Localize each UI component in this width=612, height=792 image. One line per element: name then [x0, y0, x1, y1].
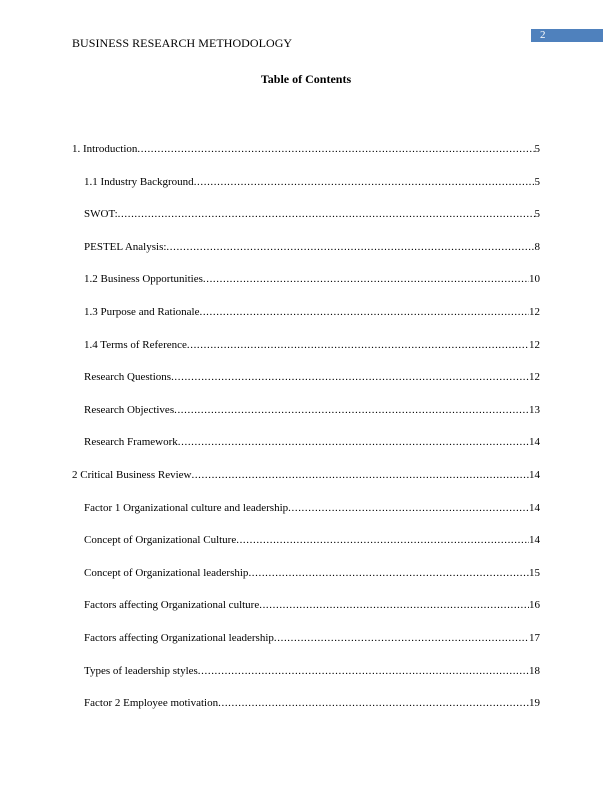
toc-entry-page: 14	[529, 501, 540, 514]
toc-entry-page: 12	[529, 338, 540, 351]
toc-entry-label: Factor 1 Organizational culture and leadership	[84, 501, 289, 514]
toc-entry-label: Research Framework	[84, 436, 178, 449]
toc-entry-label: Types of leadership styles	[84, 664, 198, 677]
dot-leader	[248, 566, 529, 580]
toc-entry-label: Research Questions	[84, 371, 172, 384]
toc-entry-label: 1.2 Business Opportunities	[84, 273, 203, 286]
toc-entry-label: Concept of Organizational Culture	[84, 534, 237, 547]
toc-entry-swot[interactable]	[72, 207, 540, 240]
toc-entry-label: Concept of Organizational leadership	[84, 566, 249, 579]
toc-entry-page: 5	[534, 175, 540, 188]
toc-entry-label: Factors affecting Organizational leadership	[84, 631, 274, 644]
toc-entry-factor-2[interactable]	[72, 696, 540, 729]
dot-leader	[118, 207, 535, 221]
toc-entry-factors-org-leadership[interactable]	[72, 631, 540, 664]
toc-entry-critical-business-review[interactable]	[72, 468, 540, 501]
dot-leader	[236, 533, 529, 547]
toc-entry-page: 14	[529, 468, 540, 481]
dot-leader	[178, 435, 529, 449]
toc-entry-leadership-styles[interactable]	[72, 664, 540, 697]
toc-entry-concept-org-leadership[interactable]	[72, 566, 540, 599]
dot-leader	[174, 403, 529, 417]
dot-leader	[198, 664, 529, 678]
toc-entry-page: 18	[529, 664, 540, 677]
toc-entry-page: 16	[529, 599, 540, 612]
toc-entry-research-framework[interactable]	[72, 435, 540, 468]
toc-entry-page: 19	[529, 697, 540, 710]
toc-entry-page: 8	[534, 240, 540, 253]
toc-entry-terms-of-reference[interactable]	[72, 338, 540, 371]
toc-entry-page: 13	[529, 403, 540, 416]
toc-entry-page: 5	[534, 208, 540, 221]
toc-title: Table of Contents	[260, 72, 352, 86]
toc-entry-page: 17	[529, 631, 540, 644]
toc-entry-label: 1.4 Terms of Reference	[84, 338, 187, 351]
toc-entry-label: 1. Introduction	[72, 143, 138, 155]
toc-entry-introduction[interactable]	[72, 142, 540, 175]
toc-entry-page: 14	[529, 534, 540, 547]
page-number-badge: 2	[531, 29, 603, 42]
toc-entry-page: 15	[529, 566, 540, 579]
dot-leader	[288, 501, 529, 515]
toc-entry-label: Factor 2 Employee motivation	[84, 697, 219, 710]
toc-entry-label: 2 Critical Business Review	[72, 468, 192, 481]
dot-leader	[199, 305, 529, 319]
toc-entry-concept-org-culture[interactable]	[72, 533, 540, 566]
table-of-contents	[72, 142, 540, 729]
dot-leader	[259, 598, 529, 612]
toc-entry-page: 10	[529, 273, 540, 286]
dot-leader	[187, 338, 529, 352]
toc-entry-business-opportunities[interactable]	[72, 272, 540, 305]
dot-leader	[203, 272, 529, 286]
toc-entry-research-questions[interactable]	[72, 370, 540, 403]
toc-entry-purpose-and-rationale[interactable]	[72, 305, 540, 338]
toc-entry-label: SWOT:	[84, 208, 118, 221]
running-head: BUSINESS RESEARCH METHODOLOGY	[72, 36, 293, 50]
dot-leader	[166, 240, 534, 254]
toc-entry-factor-1[interactable]	[72, 501, 540, 534]
dot-leader	[171, 370, 529, 384]
toc-entry-page: 14	[529, 436, 540, 449]
toc-entry-label: Factors affecting Organizational culture	[84, 599, 260, 612]
toc-entry-label: 1.1 Industry Background	[84, 175, 194, 188]
toc-entry-factors-org-culture[interactable]	[72, 598, 540, 631]
dot-leader	[191, 468, 529, 482]
toc-entry-research-objectives[interactable]	[72, 403, 540, 436]
toc-entry-label: Research Objectives	[84, 403, 175, 416]
toc-entry-page: 12	[529, 371, 540, 384]
toc-entry-page: 5	[534, 143, 540, 155]
toc-entry-industry-background[interactable]	[72, 175, 540, 208]
dot-leader	[218, 696, 529, 710]
toc-entry-pestel-analysis[interactable]	[72, 240, 540, 273]
dot-leader	[194, 175, 535, 189]
toc-entry-label: PESTEL Analysis:	[84, 240, 167, 253]
dot-leader	[274, 631, 529, 645]
dot-leader	[137, 142, 534, 156]
toc-entry-label: 1.3 Purpose and Rationale	[84, 305, 200, 318]
toc-entry-page: 12	[529, 305, 540, 318]
